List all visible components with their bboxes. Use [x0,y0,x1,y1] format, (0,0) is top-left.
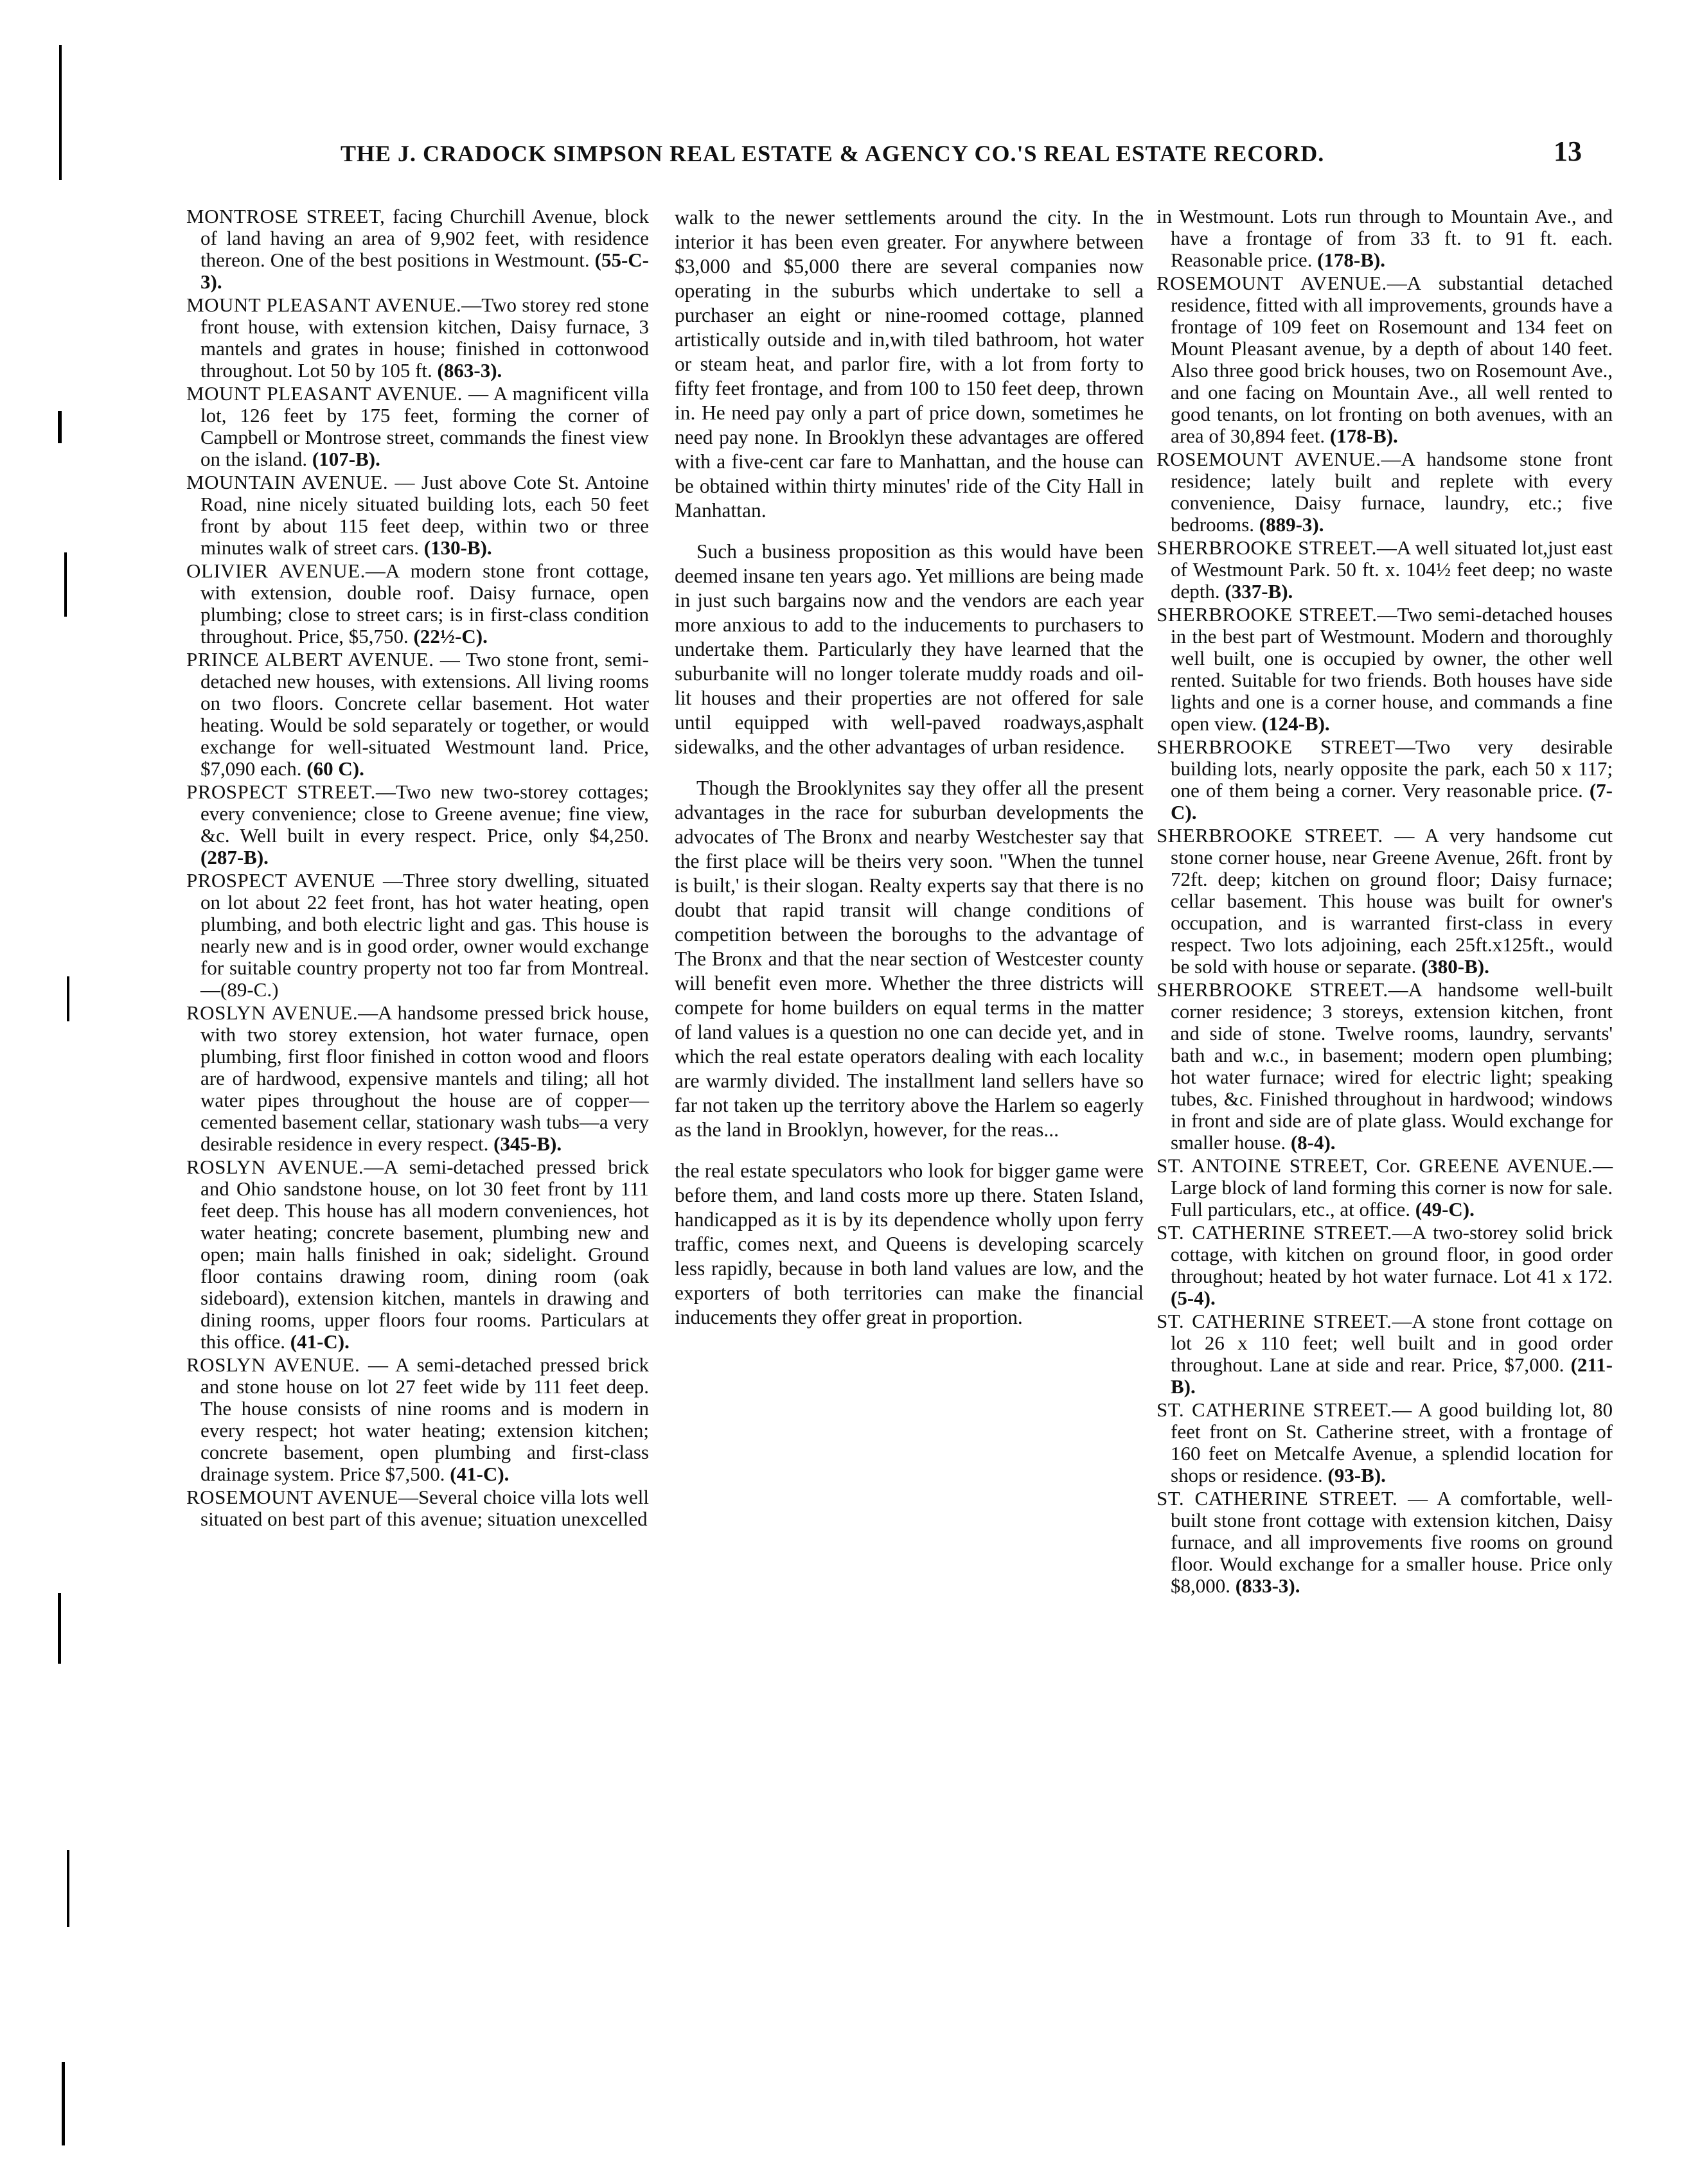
listing-entry [186,781,649,868]
listing-description: —Two new two-storey cottages; every convenience; close to Greene avenue; fine view, &c. Well built in every respect. Price, only $4,250. (287-B). [200,780,649,868]
reference-code: (124-B). [1261,712,1330,735]
listing-heading: ST. CATHERINE STREET. [1157,1487,1398,1510]
listing-description: —Several choice villa lots well situated on best part of this avenue; situation unexcelled [200,1486,649,1530]
listing-description: —A handsome stone front residence; lately built and replete with every convenience, Daisy furnace, laundry, etc.; five bedrooms. (889-3). [1171,448,1613,536]
listing-entry [186,1354,649,1485]
listing-entry [186,870,649,1001]
article-column-middle [675,206,1144,1346]
listing-entry [1157,1155,1613,1220]
reference-code: (178-B). [1329,425,1398,447]
listing-entry [1157,736,1613,823]
listing-description: — Two stone front, semi-detached new houses, with extensions. All living rooms on two floors. Concrete cellar basement. Hot water heating. Would be sold separately or together, or would exchange for well-situated Westmount land. Price, $7,090 each. (60 C). [200,648,649,780]
listing-description: —A two-storey solid brick cottage, with kitchen on ground floor, in good order throughout; heated by hot water furnace. Lot 41 x 172. (5-4). [1171,1221,1613,1309]
listing-entry [1157,979,1613,1154]
reference-code: (380-B). [1421,955,1489,978]
listing-heading: MONTROSE STREET, [186,205,386,227]
listing-heading: ST. CATHERINE STREET. [1157,1221,1392,1244]
reference-code: (7-C). [1171,779,1613,823]
reference-code: (41-C). [450,1463,510,1485]
listing-entry [1157,1310,1613,1398]
listing-description: in Westmount. Lots run through to Mountain Ave., and have a frontage of from 33 ft. to 91 ft. each. Reasonable price. (178-B). [1157,205,1613,271]
listing-description: — A very handsome cut stone corner house, near Greene Avenue, 26ft. front by 72ft. deep; kitchen on ground floor; Daisy furnace; cellar basement. This house was built for owner's occupation, and is warranted first-class in every respect. Two lots adjoining, each 25ft.x125ft., would be sold with house or separate. (380-B). [1171,824,1613,978]
listings-column-left [186,206,649,1531]
listing-description: —A stone front cottage on lot 26 x 110 feet; well built and in good order throughout. Lane at side and rear. Price, $7,000. (211-B). [1171,1310,1613,1398]
listing-heading: ROSEMOUNT AVENUE [186,1486,399,1508]
listing-heading: SHERBROOKE STREET. [1157,978,1388,1001]
listing-heading: MOUNT PLEASANT AVENUE. [186,294,462,316]
listing-heading: ST. ANTOINE STREET, Cor. GREENE AVENUE. [1157,1154,1593,1177]
margin-mark [67,976,69,1021]
listing-heading: PROSPECT AVENUE [186,869,376,892]
listing-entry [186,560,649,647]
listing-entry [1157,604,1613,735]
article-paragraph: Though the Brooklynites say they offer all the present advantages in the race for suburban developments the advocates of The Bronx and nearby Westchester say that the first place will be theirs very soon. "When the tunnel is built,' is their slogan. Realty experts say that there is no doubt that rapid transit will change conditions of competition between the boroughs to the advantage of The Bronx and that the near section of Westcester county will benefit even more. Whether the three districts will compete for home builders on equal terms in the matter of land values is a question no one can decide yet, and in which the real estate operators dealing with each locality are warmly divided. The installment land sellers have so far not taken up the territory above the Harlem so eagerly as the land in Brooklyn, however, for the reas... [675,777,1144,1141]
listing-entry [1157,272,1613,447]
listing-description: — A good building lot, 80 feet front on St. Catherine street, with a frontage of 160 feet on Metcalfe Avenue, a splendid location for shops or residence. (93-B). [1171,1398,1613,1486]
listing-description: —Two storey red stone front house, with extension kitchen, Daisy furnace, 3 mantels and grates in house; finished in cottonwood throughout. Lot 50 by 105 ft. (863-3). [200,294,649,382]
listing-entry [1157,1488,1613,1597]
article-paragraph: Such a business proposition as this would have been deemed insane ten years ago. Yet millions are being made in just such bargains now and the vendors are each year more anxious to add to the inducements to purchasers to undertake them. Particularly they have learned that the suburbanite will no longer tolerate muddy roads and oil-lit houses and their properties are not offered for sale until equipped with well-paved roadways,asphalt sidewalks, and the other advantages of urban residence. [675,540,1144,758]
listing-entry [186,1486,649,1530]
margin-mark [59,45,62,180]
listing-description: —Two semi-detached houses in the best part of Westmount. Modern and thoroughly well built, one is occupied by owner, the other well rented. Suitable for two friends. Both houses have side lights and one is a corner house, and commands a fine open view. (124-B). [1171,603,1613,735]
listing-heading: SHERBROOKE STREET. [1157,603,1378,626]
margin-mark [58,411,62,443]
listing-description: —Three story dwelling, situated on lot about 22 feet front, has hot water heating, open plumbing, and both electric light and gas. This house is nearly new and is in good order, owner would exchange for suitable country property not too far from Montreal.—(89-C.) [200,869,649,1001]
article-paragraph: walk to the newer settlements around the city. In the interior it has been even greater. For anywhere between $3,000 and $5,000 there are several companies now operating in the suburbs which undertake to sell a purchaser an eight or nine-roomed cottage, planned artistically outside and in,with tiled bathroom, hot water or steam heat, and parlor fire, with a lot from forty to fifty feet frontage, and from 100 to 150 feet deep, thrown in. He need pay only a part of price down, sometimes he need pay none. In Brooklyn these advantages are offered with a five-cent car fare to Manhattan, and the house can be obtained within thirty minutes' ride of the City Hall in Manhattan. [675,206,1144,522]
page-number: 13 [1554,136,1582,167]
listing-description: —A well situated lot,just east of Westmount Park. 50 ft. x. 104½ feet deep; no waste depth. (337-B). [1171,536,1613,603]
listing-description: —A modern stone front cottage, with extension, double roof. Daisy furnace, open plumbing; close to street cars; is in first-class condition throughout. Price, $5,750. (22½-C). [200,559,649,647]
listing-description: facing Churchill Avenue, block of land having an area of 9,902 feet, with residence thereon. One of the best positions in Westmount. (55-C-3). [200,205,649,293]
reference-code: (22½-C). [413,625,488,647]
reference-code: (41-C). [290,1330,350,1353]
reference-code: (55-C-3). [200,249,649,293]
listings-column-right [1157,206,1613,1598]
listing-heading: OLIVIER AVENUE. [186,559,366,582]
listing-description: — A semi-detached pressed brick and stone house on lot 27 feet wide by 111 feet deep. The house consists of nine rooms and is modern in every respect; hot water heating; extension kitchen; concrete basement, open plumbing and first-class drainage system. Price $7,500. (41-C). [200,1353,649,1485]
running-head: THE J. CRADOCK SIMPSON REAL ESTATE & AGENCY CO.'S REAL ESTATE RECORD. [341,141,1325,166]
listing-heading: ST. CATHERINE STREET. [1157,1398,1392,1421]
reference-code: (287-B). [200,846,269,868]
margin-mark [62,2062,65,2145]
listing-heading: ROSEMOUNT AVENUE. [1157,448,1381,470]
listing-heading: SHERBROOKE STREET. [1157,824,1383,847]
margin-mark [58,1593,61,1664]
listing-entry [186,1002,649,1155]
listing-description: — A magnificent villa lot, 126 feet by 175 feet, forming the corner of Campbell or Montrose street, commands the finest view on the island. (107-B). [200,382,649,470]
listing-description: — A comfortable, well-built stone front cottage with extension kitchen, Daisy furnace, and all improvements five rooms on ground floor. Would exchange for a smaller house. Price only $8,000. (833-3). [1171,1487,1613,1597]
reference-code: (211-B). [1171,1353,1613,1398]
listing-entry [186,649,649,780]
listing-entry [1157,1222,1613,1309]
listing-heading: PROSPECT STREET. [186,780,376,803]
reference-code: (889-3). [1259,513,1324,536]
listing-description: —A substantial detached residence, fitted with all improvements, grounds have a frontage of 109 feet on Rosemount and 134 feet on Mount Pleasant avenue, by a depth of about 140 feet. Also three good brick houses, two on Rosemount Ave., and one facing on Mountain Ave., all well rented to good tenants, on lot fronting on both avenues, with an area of 30,894 feet. (178-B). [1171,272,1613,447]
margin-mark [67,1850,69,1927]
listing-entry [1157,448,1613,536]
listing-entry [186,1156,649,1353]
listing-entry [186,471,649,559]
listing-heading: SHERBROOKE STREET. [1157,536,1377,559]
listing-description: — Just above Cote St. Antoine Road, nine nicely situated building lots, each 50 feet front by about 115 feet deep, within two or three minutes walk of street cars. (130-B). [200,471,649,559]
reference-code: (60 C). [306,757,364,780]
listing-heading: MOUNTAIN AVENUE. [186,471,389,493]
article-paragraph: the real estate speculators who look for bigger game were before them, and land costs more up there. Staten Island, handicapped as it is by its dependence wholly upon ferry traffic, comes next, and Queens is developing scarcely less rapidly, because in both land values are low, and the exporters of both territories can make the financial inducements they offer great in proportion. [675,1159,1144,1328]
reference-code: (833-3). [1235,1574,1300,1597]
listing-description: —Large block of land forming this corner is now for sale. Full particulars, etc., at office. (49-C). [1171,1154,1613,1220]
listing-heading: ROSEMOUNT AVENUE. [1157,272,1387,294]
reference-code: (5-4). [1171,1287,1216,1309]
reference-code: (107-B). [312,448,380,470]
listing-heading: SHERBROOKE STREET [1157,735,1396,758]
reference-code: (130-B). [423,536,492,559]
listing-heading: MOUNT PLEASANT AVENUE. [186,382,463,405]
listing-description: —A handsome pressed brick house, with two storey extension, hot water furnace, open plumbing, first floor finished in cotton wood and floors are of hardwood, expensive mantels and tiling; all hot water pipes throughout the house are of copper—cemented basement cellar, stationary wash tubs—a very desirable residence in every respect. (345-B). [200,1001,649,1155]
reference-code: (93-B). [1327,1464,1386,1486]
reference-code: (863-3). [437,359,502,382]
listing-heading: ROSLYN AVENUE. [186,1156,364,1178]
listing-heading: PRINCE ALBERT AVENUE. [186,648,434,671]
reference-code: (345-B). [493,1132,562,1155]
listing-entry [186,294,649,382]
listing-description: —Two very desirable building lots, nearly opposite the park, each 50 x 117; one of them being a corner. Very reasonable price. (7-C). [1171,735,1613,823]
reference-code: (337-B). [1225,580,1293,603]
listing-entry [186,206,649,293]
listing-heading: ROSLYN AVENUE. [186,1001,359,1024]
listing-description: —A semi-detached pressed brick and Ohio sandstone house, on lot 30 feet front by 111 feet deep. This house has all modern conveniences, hot water heating; concrete basement, plumbing new and open; main halls finished in oak; sidelight. Ground floor contains drawing room, dining room (oak sideboard), extension kitchen, mantels in drawing and dining rooms, upper floors four rooms. Particulars at this office. (41-C). [200,1156,649,1353]
listing-description: —A handsome well-built corner residence; 3 storeys, extension kitchen, front and side of stone. Twelve rooms, laundry, servants' bath and w.c., in basement; modern open plumbing; hot water furnace; wired for electric light; speaking tubes, &c. Finished throughout in hardwood; windows in front and side are of plate glass. Would exchange for smaller house. (8-4). [1171,978,1613,1154]
listing-entry [1157,1399,1613,1486]
reference-code: (178-B). [1317,249,1386,271]
reference-code: (49-C). [1415,1198,1475,1220]
reference-code: (8-4). [1290,1131,1336,1154]
listing-entry [1157,206,1613,271]
listing-entry [1157,825,1613,978]
listing-entry [1157,537,1613,603]
margin-mark [64,552,67,617]
listing-heading: ROSLYN AVENUE. [186,1353,360,1376]
listing-entry [186,383,649,470]
listing-heading: ST. CATHERINE STREET. [1157,1310,1392,1332]
